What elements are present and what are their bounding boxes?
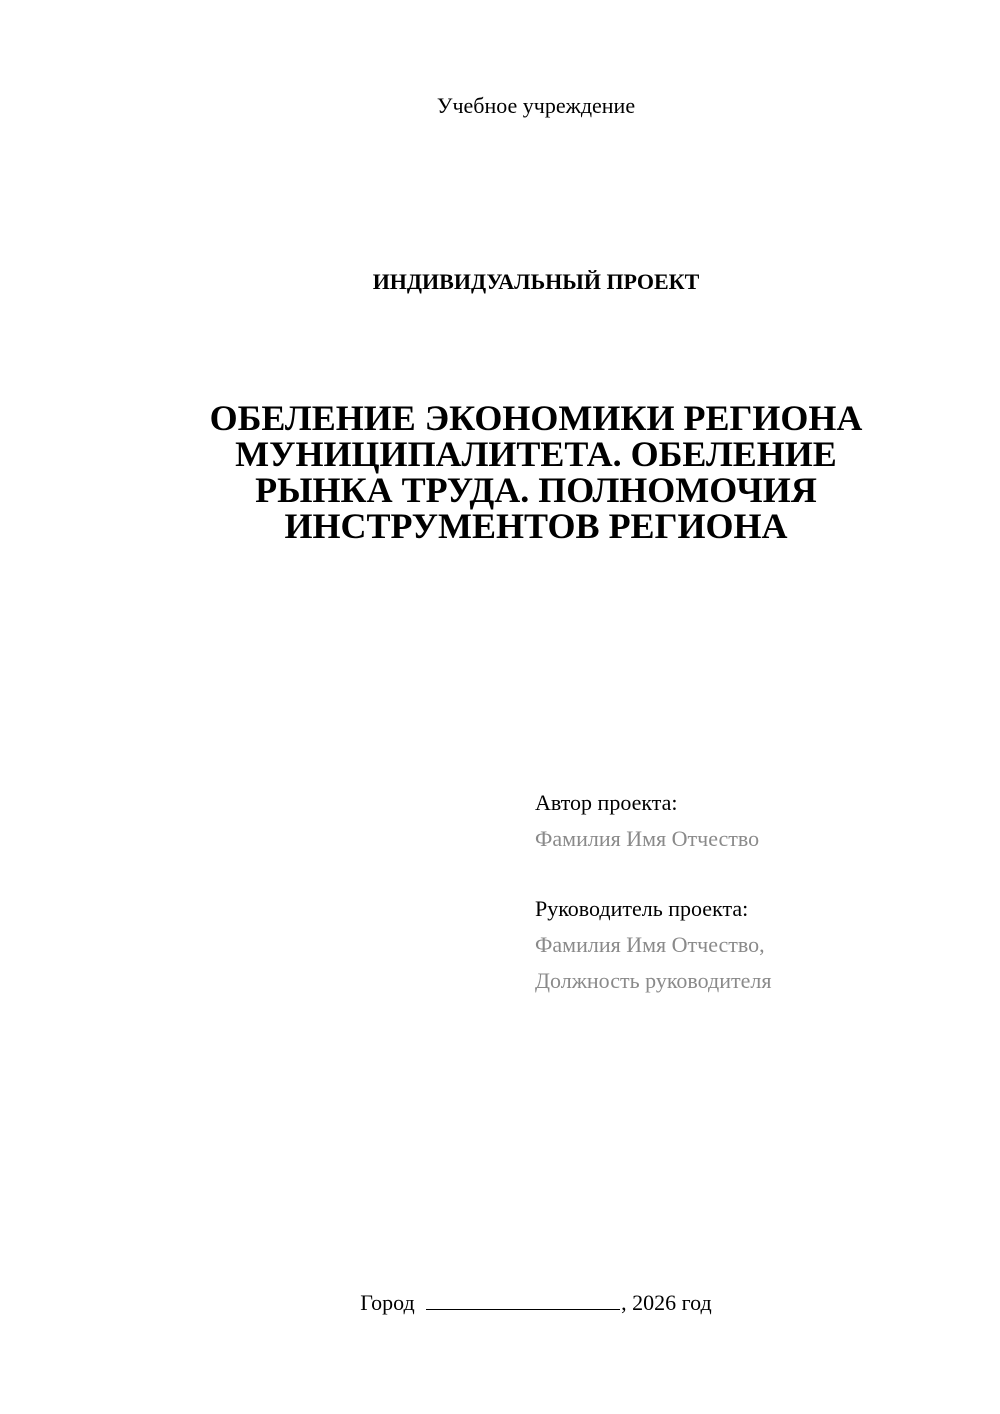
title-line: ИНСТРУМЕНТОВ РЕГИОНА [284, 506, 788, 546]
author-label: Автор проекта: [535, 790, 678, 815]
supervisor-label: Руководитель проекта: [535, 896, 749, 921]
city-year-line [0, 1288, 1000, 1318]
supervisor-position-placeholder: Должность руководителя [535, 968, 772, 993]
supervisor-block [535, 891, 975, 999]
title-line: МУНИЦИПАЛИТЕТА. ОБЕЛЕНИЕ [235, 434, 837, 474]
title-line: РЫНКА ТРУДА. ПОЛНОМОЧИЯ [255, 470, 817, 510]
title-line: ОБЕЛЕНИЕ ЭКОНОМИКИ РЕГИОНА [209, 398, 863, 438]
author-block [535, 785, 975, 857]
city-label: Город [360, 1290, 415, 1315]
document-title [170, 400, 902, 544]
year-text: , 2026 год [621, 1290, 712, 1315]
city-blank-field [426, 1289, 620, 1310]
document-type: ИНДИВИДУАЛЬНЫЙ ПРОЕКТ [372, 269, 700, 294]
author-name-placeholder: Фамилия Имя Отчество [535, 826, 760, 851]
institution-name: Учебное учреждение [436, 93, 636, 118]
supervisor-name-placeholder: Фамилия Имя Отчество, [535, 932, 765, 957]
